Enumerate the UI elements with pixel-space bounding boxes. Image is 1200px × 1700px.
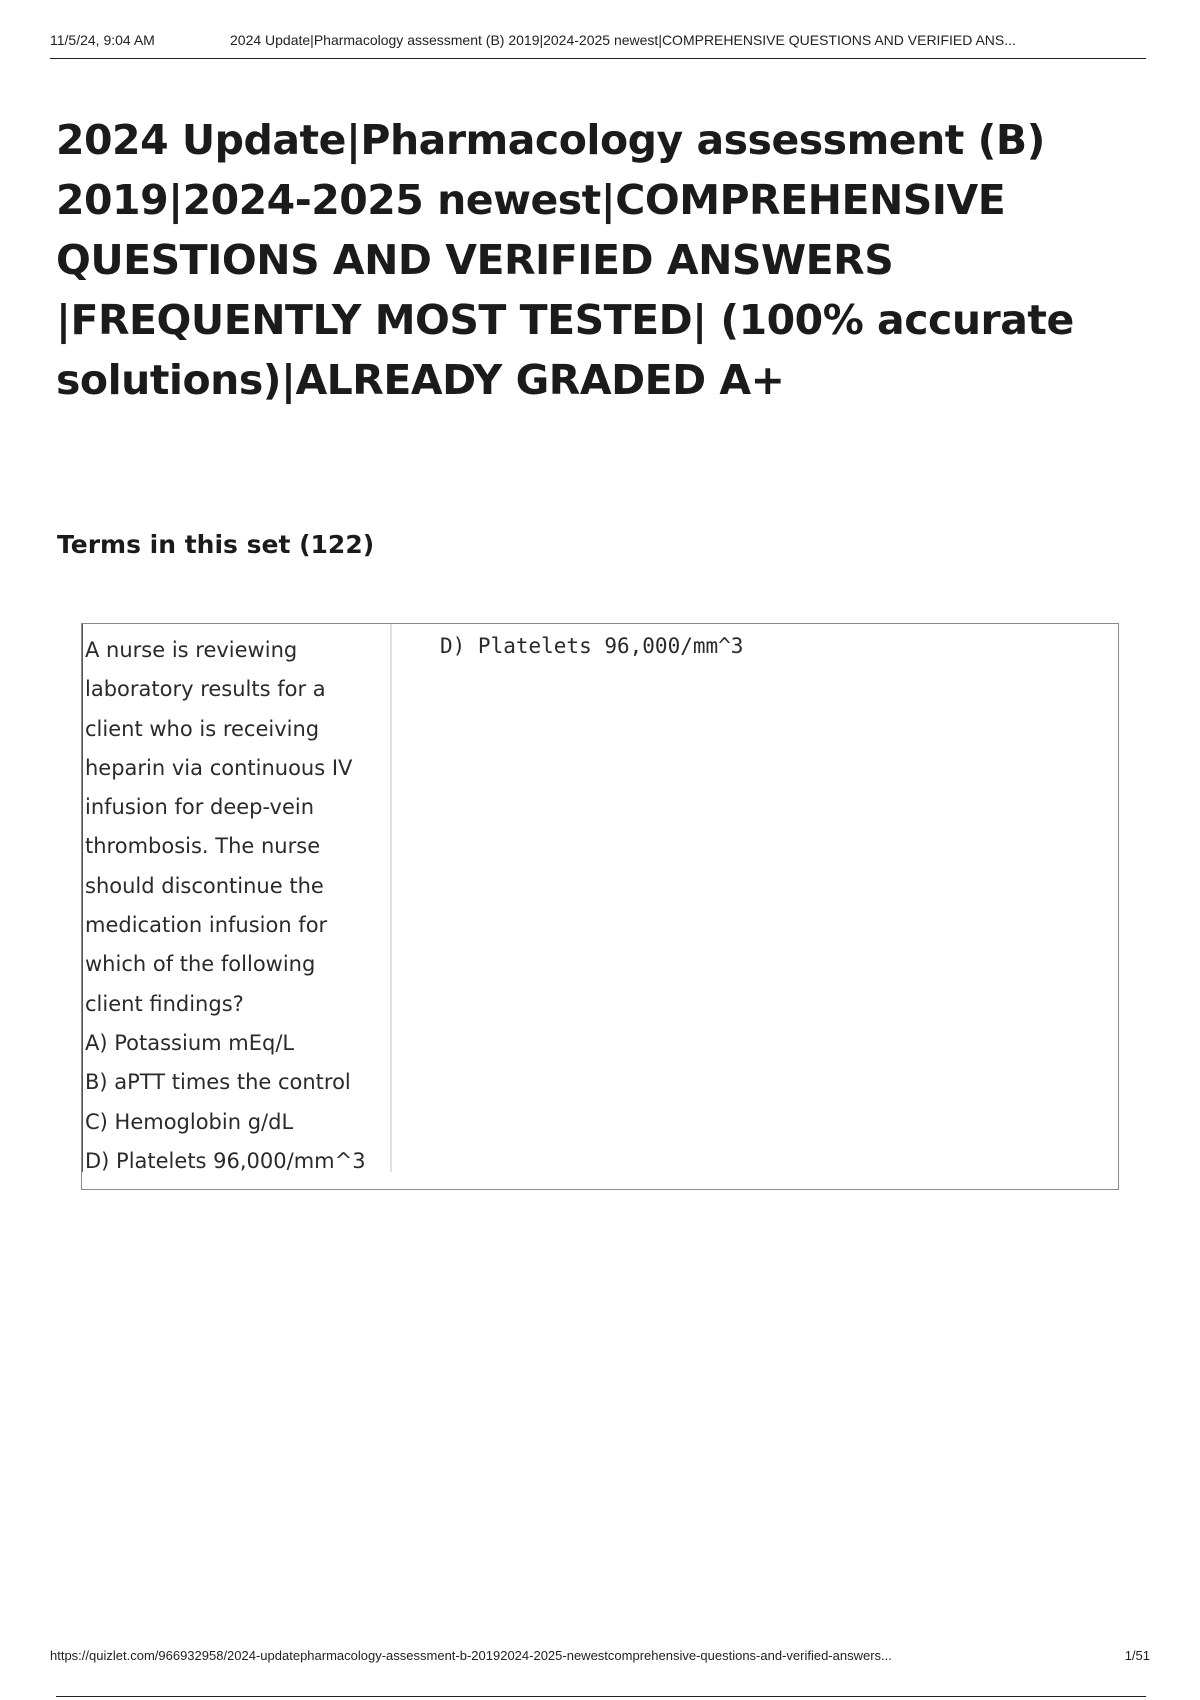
print-header <box>50 28 1146 59</box>
flashcard <box>81 623 1119 1190</box>
option-d: D) Platelets 96,000/mm^3 <box>85 1148 366 1173</box>
flashcard-definition: D) Platelets 96,000/mm^3 <box>440 634 744 658</box>
option-a: A) Potassium mEq/L <box>85 1030 295 1055</box>
print-doc-title: 2024 Update|Pharmacology assessment (B) 2019|2024-2025 newest|COMPREHENSIVE QUESTIONS AND VERIFIED ANS... <box>230 32 1016 48</box>
page-title: 2024 Update|Pharmacology assessment (B) 2019|2024-2025 newest|COMPREHENSIVE QUESTIONS AND VERIFIED ANSWERS |FREQUENTLY MOST TESTED| (100% accurate solutions)|ALREADY GRADED A+ <box>56 116 1074 404</box>
bottom-divider <box>56 1696 1146 1697</box>
question-text: A nurse is reviewing laboratory results for a client who is receiving heparin via continuous IV infusion for deep-vein thrombosis. The nurse should discontinue the medication infusion for which of the following client findings? <box>85 638 353 1016</box>
option-c: C) Hemoglobin g/dL <box>85 1109 294 1134</box>
option-b: B) aPTT times the control <box>85 1070 351 1095</box>
print-date-time: 11/5/24, 9:04 AM <box>50 32 155 48</box>
flashcard-term <box>82 624 392 1172</box>
terms-heading: Terms in this set (122) <box>57 530 375 559</box>
page-url: https://quizlet.com/966932958/2024-updatepharmacology-assessment-b-20192024-2025-newestcomprehensive-questions-and-verified-answers... <box>50 1648 892 1663</box>
page-number: 1/51 <box>1124 1648 1150 1663</box>
